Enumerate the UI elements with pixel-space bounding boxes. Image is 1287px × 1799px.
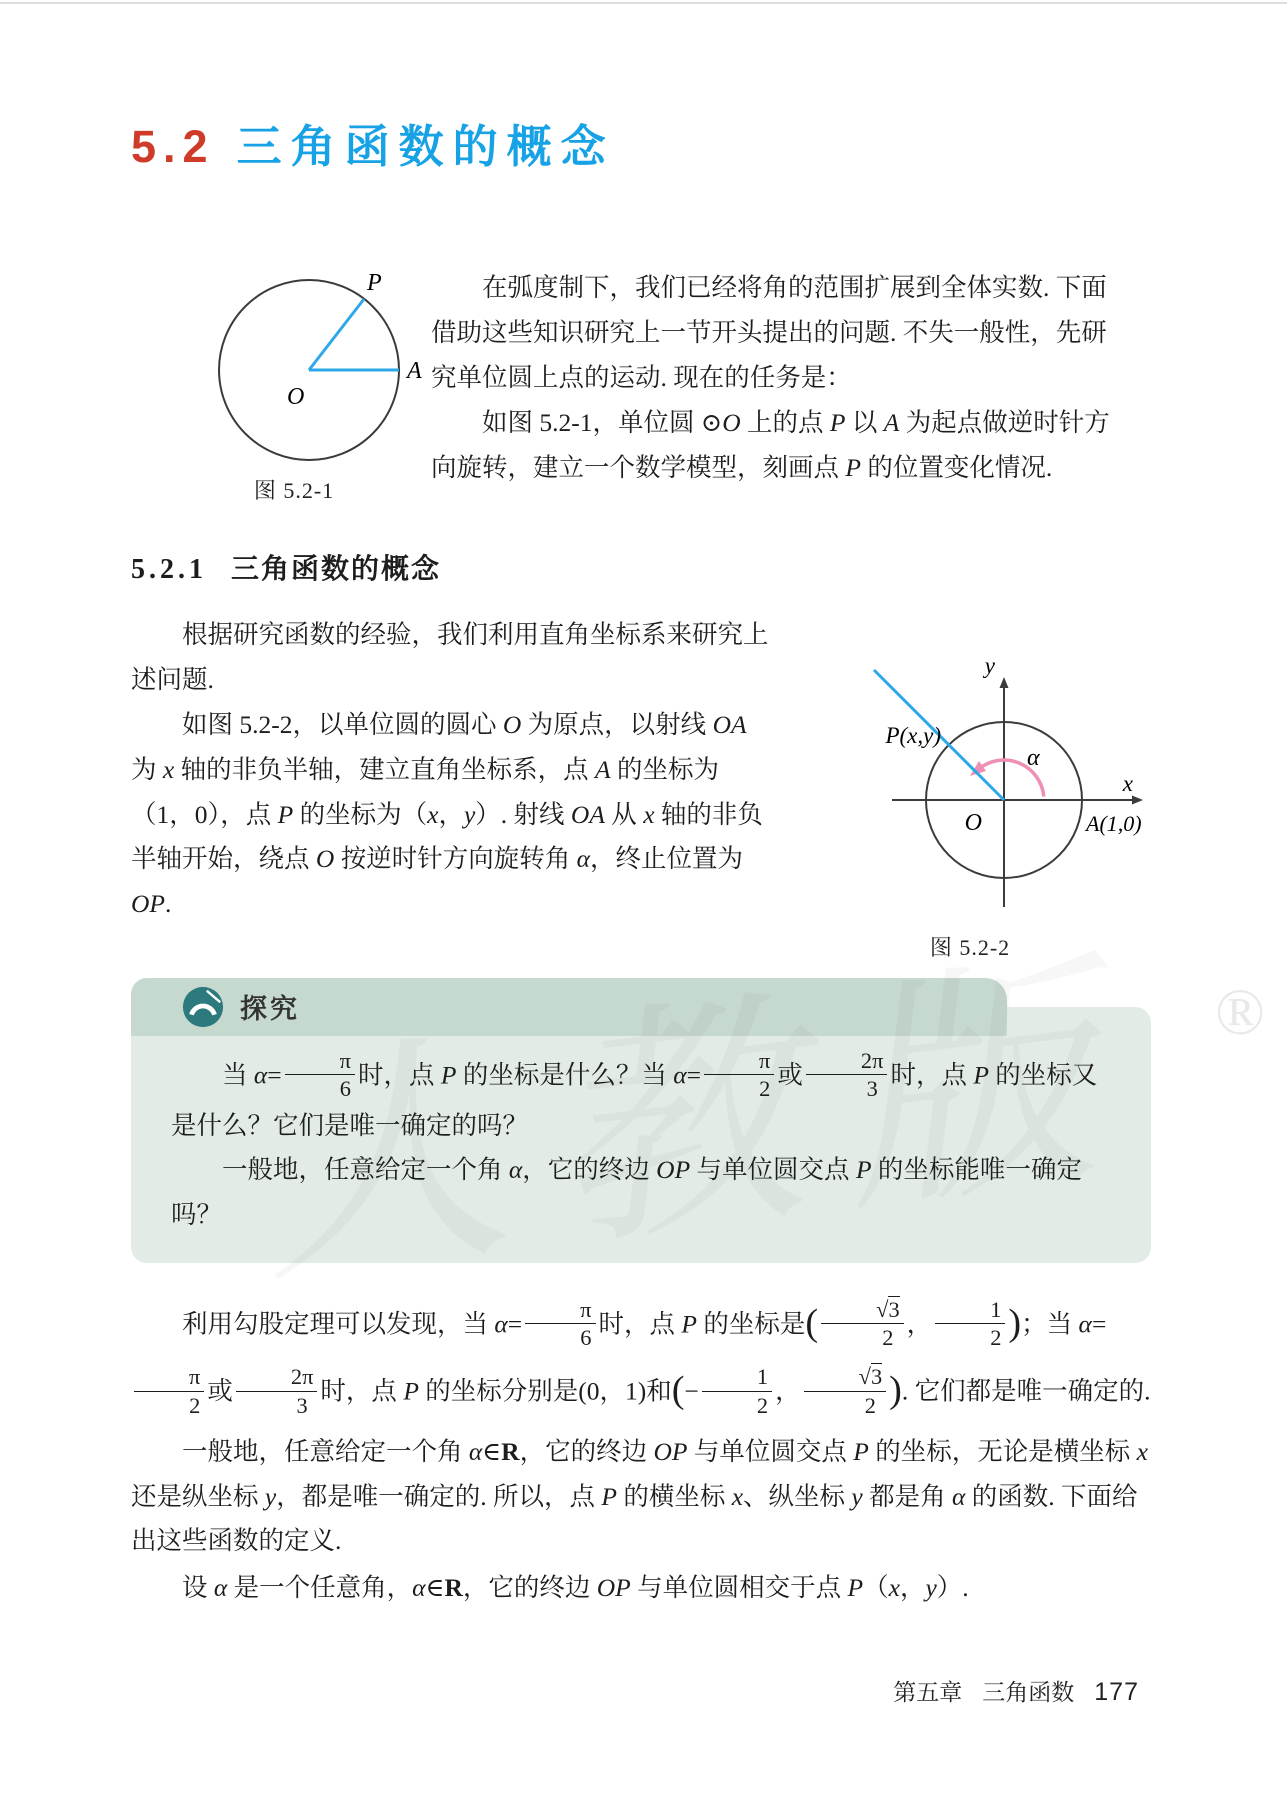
figure-5-2-1 xyxy=(131,266,431,505)
paragraph: 设 α 是一个任意角，α∈R，它的终边 OP 与单位圆相交于点 P（x，y）. xyxy=(182,1573,969,1603)
paragraph: 在弧度制下，我们已经将角的范围扩展到全体实数. 下面借助这些知识研究上一节开头提出的问题. 不失一般性，先研究单位圆上点的运动. 现在的任务是： xyxy=(431,273,1107,392)
section-number: 5.2 xyxy=(131,121,215,172)
figure-5-2-2 xyxy=(789,615,1151,968)
footer-chapter: 第五章 xyxy=(893,1680,963,1705)
point-label-P: P xyxy=(367,270,382,296)
angle-label-alpha: α xyxy=(1027,745,1040,771)
subsection-title: 三角函数的概念 xyxy=(231,553,442,584)
figure-caption: 图 5.2-1 xyxy=(253,478,335,503)
origin-label-O: O xyxy=(964,810,982,836)
explore-box xyxy=(131,978,1151,1263)
point-label-A: A xyxy=(407,358,422,384)
paragraph: 如图 5.2-1，单位圆 ⊙O 上的点 P 以 A 为起点做逆时针方向旋转，建立一个数学模型，刻画点 P 的位置变化情况. xyxy=(431,407,1110,482)
x-axis-arrow xyxy=(1132,796,1143,805)
subsection-number: 5.2.1 xyxy=(131,554,207,585)
page-number: 177 xyxy=(1094,1678,1139,1706)
section-title-text: 三角函数的概念 xyxy=(236,121,615,172)
explore-content xyxy=(131,1007,1151,1263)
paragraph: 一般地，任意给定一个角 α∈R，它的终边 OP 与单位圆交点 P 的坐标，无论是横坐标 x 还是纵坐标 y，都是唯一确定的. 所以，点 P 的横坐标 x、纵坐标 y 都是角 α 的函数. 下面给出这些函数的定义. xyxy=(131,1436,1148,1556)
radius-OP xyxy=(309,299,364,370)
footer-section: 三角函数 xyxy=(982,1680,1075,1705)
point-label-O: O xyxy=(287,384,305,410)
paragraph: 当 α= $\frac{\pi}{6}$ 时，点 P 的坐标是什么？当 α= $\frac{\pi}{2}$ 或 $\frac{2\pi}{3}$ 时，点 P 的坐标又是什么？它们是唯一确定的吗？ xyxy=(171,1047,1098,1140)
paragraph: 利用勾股定理可以发现，当 α= $\frac{\pi}{6}$ 时，点 P 的坐标是( $\frac{√3}{2}$ ， $\frac{1}{2}$ )；当 α= $\frac{\pi}{2}$ 或 $\frac{2\pi}{3}$ 时，点 P 的坐标分别是(0，1)和(− $\frac{1}{2}$ ， $\frac{√3}{2}$ ). 它们都是唯一确定的. xyxy=(131,1293,1151,1428)
page-content xyxy=(131,0,1151,1611)
point-label-A-10: A(1,0) xyxy=(1086,811,1142,836)
explore-tab-label: 探究 xyxy=(240,994,300,1025)
page-title xyxy=(131,120,1151,174)
intro-text xyxy=(431,266,1151,505)
discussion-text xyxy=(131,1293,1151,1611)
unit-circle-diagram-2 xyxy=(789,615,1151,927)
explore-tab xyxy=(131,978,1007,1036)
explore-icon xyxy=(181,985,225,1029)
body-block xyxy=(131,613,1151,968)
registered-mark-watermark: ® xyxy=(1215,976,1266,1049)
subsection-heading xyxy=(131,547,1151,587)
point-label-P-xy: P(x,y) xyxy=(885,723,941,748)
paragraph: 如图 5.2-2，以单位圆的圆心 O 为原点，以射线 OA 为 x 轴的非负半轴，建立直角坐标系，点 A 的坐标为（1，0），点 P 的坐标为（x，y）. 射线 OA 从 x 轴的非负半轴开始，绕点 O 按逆时针方向旋转角 α，终止位置为 OP. xyxy=(131,709,763,919)
unit-circle-diagram-1 xyxy=(159,266,429,466)
paragraph: 一般地，任意给定一个角 α，它的终边 OP 与单位圆交点 P 的坐标能唯一确定吗？ xyxy=(171,1155,1082,1229)
y-axis-arrow xyxy=(1000,677,1009,688)
page-footer xyxy=(893,1674,1139,1707)
y-axis-label: y xyxy=(984,653,995,678)
figure-caption: 图 5.2-2 xyxy=(929,935,1011,960)
paragraph: 根据研究函数的经验，我们利用直角坐标系来研究上述问题. xyxy=(131,620,769,694)
x-axis-label: x xyxy=(1122,771,1133,796)
intro-block xyxy=(131,266,1151,505)
